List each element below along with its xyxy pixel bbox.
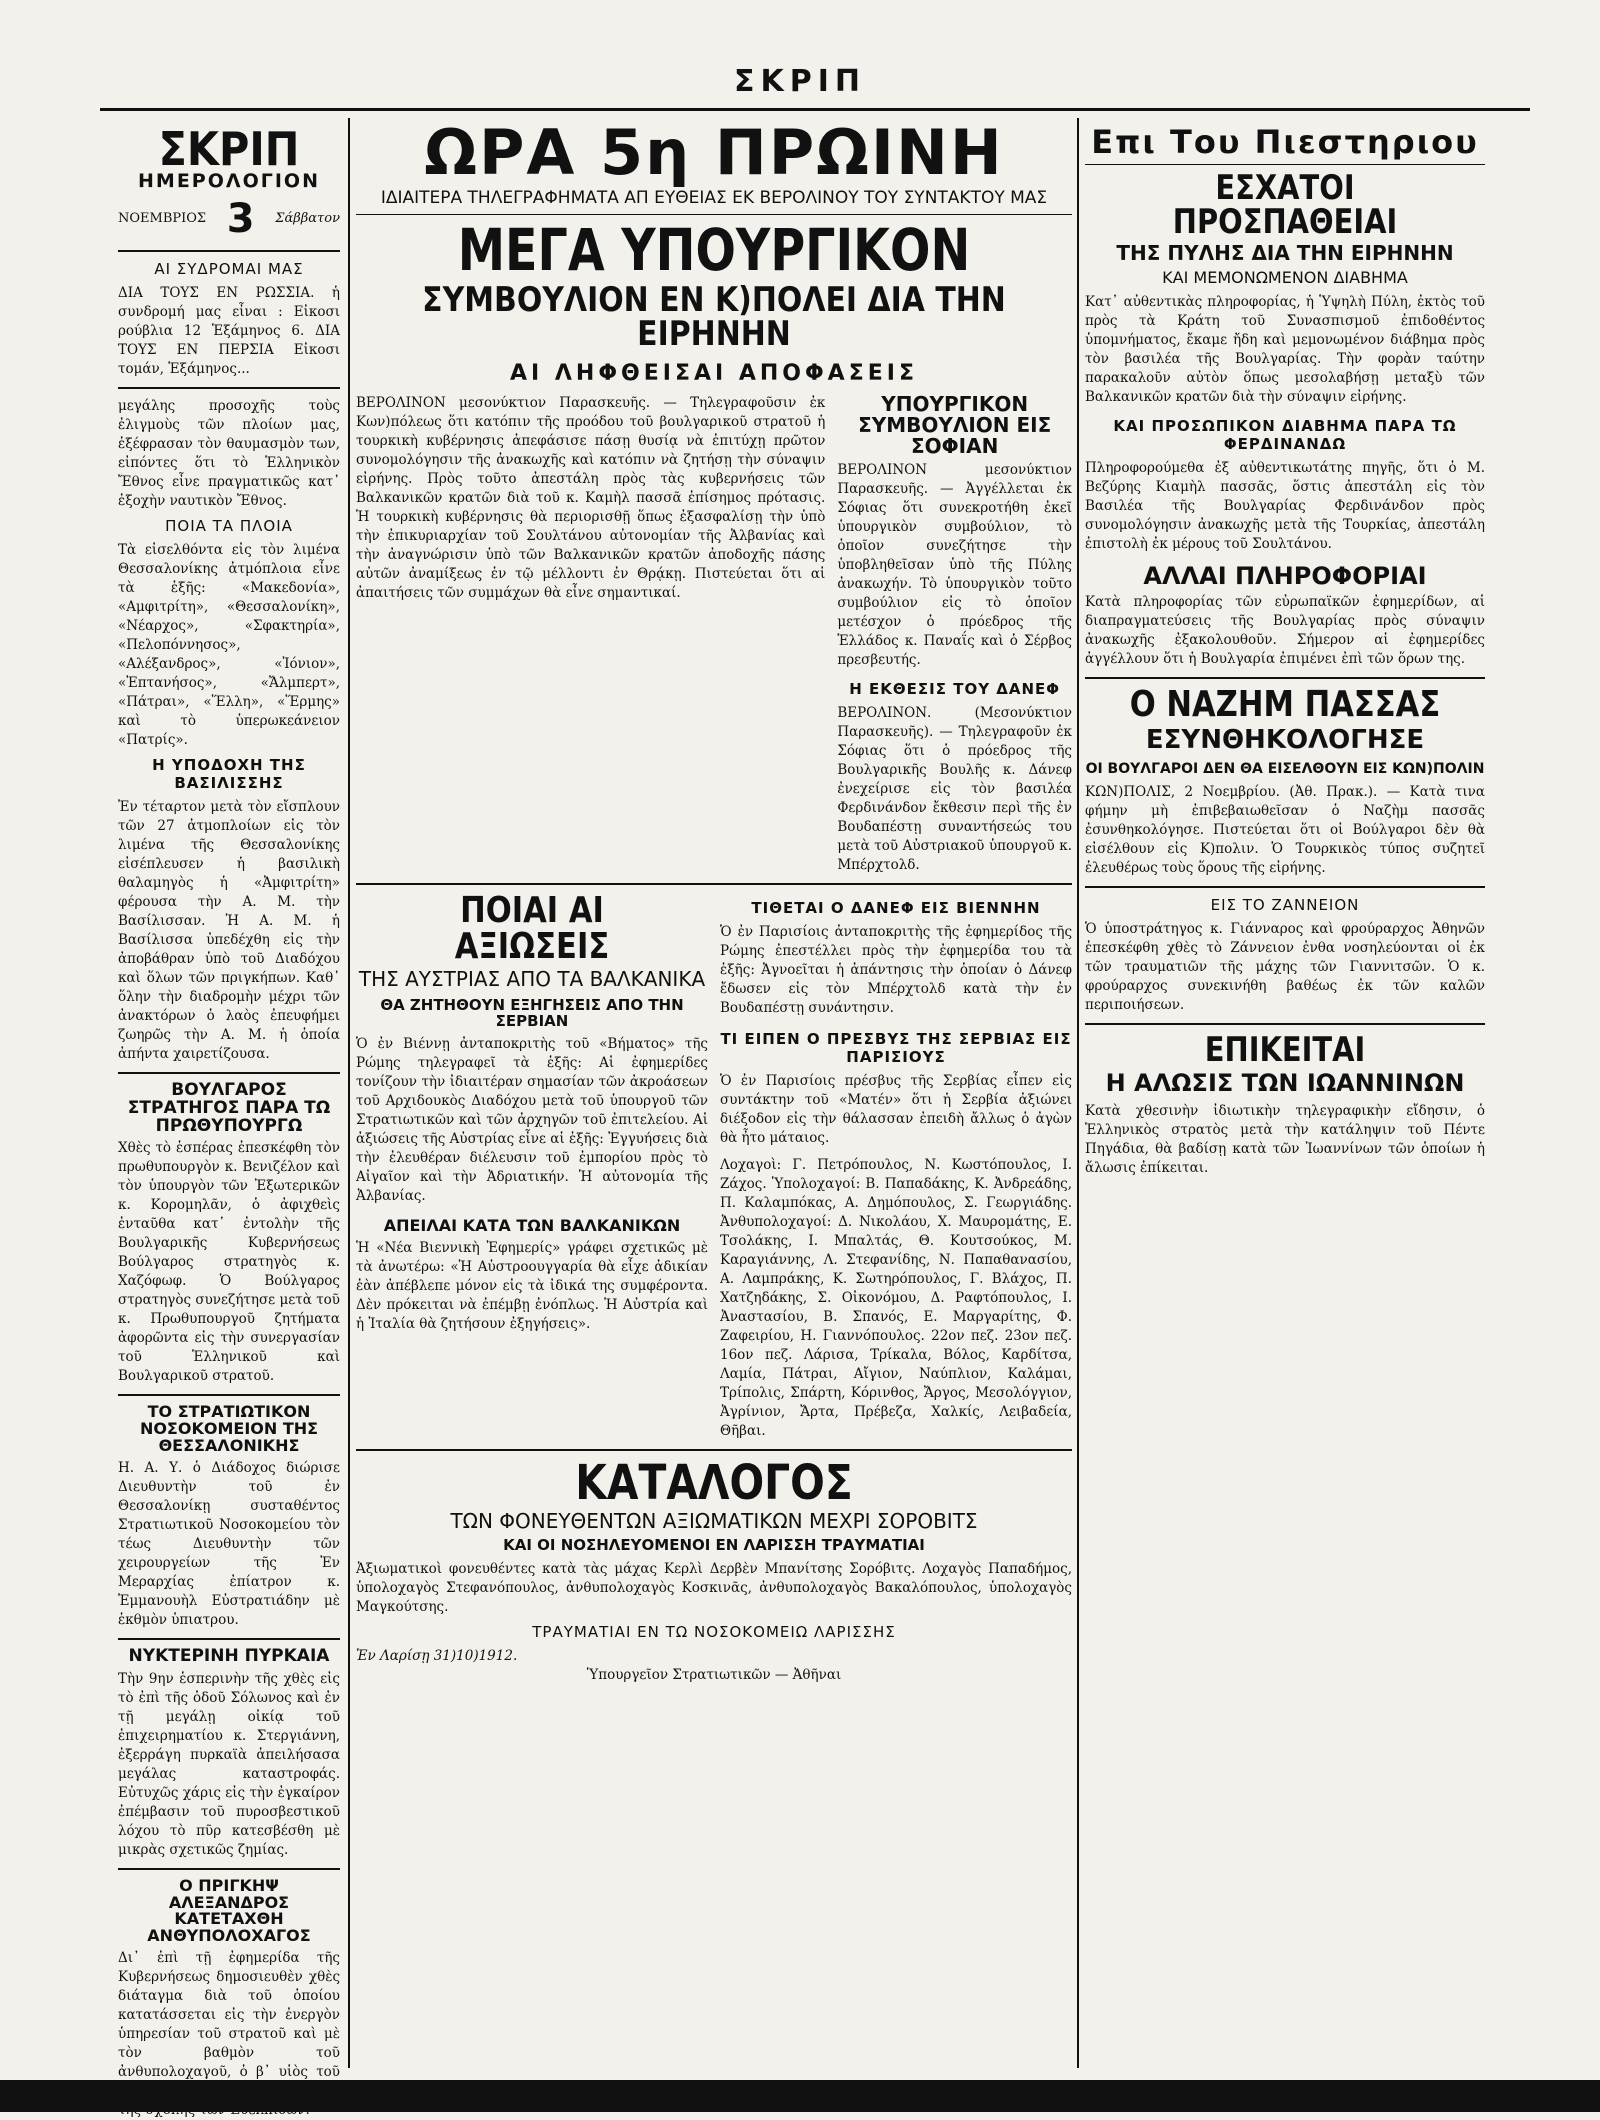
nazim-text: ΚΩΝ)ΠΟΛΙΣ, 2 Νοεμβρίου. (Ἀθ. Πρακ.). — Κατὰ τινα φήμην μὴ ἐπιβεβαιωθεῖσαν ὁ Ναζὴμ πασσᾶς ἐσυνθηκολόγησε. Πιστεύεται ὅτι οἱ Βούλγαροι δὲν θὰ εἰσέλθουν εἰς Κ)πολιν. Ὁ Τουρκικὸς τύπος συζητεῖ ἐλευθέρως τοὺς ὅρους τῆς εἰρήνης. [1085,783,1485,876]
nazim-subtitle: ΕΣΥΝΘΗΚΟΛΟΓΗΣΕ [1145,724,1425,755]
ships-title: ΠΟΙΑ ΤΑ ΠΛΟΙΑ [165,516,293,535]
left-column [118,118,340,2080]
envoy-title: ΤΙ ΕΙΠΕΝ Ο ΠΡΕΣΒΥΣ ΤΗΣ ΣΕΡΒΙΑΣ ΕΙΣ ΠΑΡΙΣΙΟΥΣ [720,1029,1072,1066]
demands-title: ΠΟΙΑΙ ΑΙ ΑΞΙΩΣΕΙΣ [454,889,610,967]
center-kicker: ΙΔΙΑΙΤΕΡΑ ΤΗΛΕΓΡΑΦΗΜΑΤΑ ΑΠ ΕΥΘΕΙΑΣ ΕΚ ΒΕΡΟΛΙΝΟΥ ΤΟΥ ΣΥΝΤΑΚΤΟΥ ΜΑΣ [380,188,1048,208]
separator [118,387,340,389]
separator [118,1072,340,1074]
ioannina-text: Κατὰ χθεσινὴν ἰδιωτικὴν τηλεγραφικὴν εἴδησιν, ὁ Ἑλληνικὸς στρατὸς μετὰ τὴν κατάληψιν τοῦ Πέντε Πηγάδια, θὰ βαδίσῃ κατὰ τῶν Ἰωαννίνων τῶν ὁποίων ἡ ἄλωσις ἐπίκειται. [1085,1103,1485,1177]
center-column [356,118,1072,2073]
ships-text: Τὰ εἰσελθόντα εἰς τὸν λιμένα Θεσσαλονίκης ἀτμόπλοια εἶνε τὰ ἑξῆς: «Μακεδονία», «Αμφιτρίτη», «Θεσσαλονίκη», «Νέαρχος», «Σφακτηρία», «Πελοπόννησος», «Αλέξανδρος», «Ἰόνιον», «Ἐπτανήσος», «Ἄλμπερτ», «Πάτραι», «Ἕλλη», «Ἕρμης» καὶ τὸ ὑπερωκεάνειον «Πατρίς». [118,541,340,748]
center-title: ΩΡΑ 5η ΠΡΩΙΝΗ [424,116,1004,189]
fire-text: Τὴν 9ην ἑσπερινὴν τῆς χθὲς εἰς τὸ ἐπὶ τῆς ὁδοῦ Σόλωνος καὶ ἐν τῇ μεγάλῃ οἰκίᾳ τοῦ ἐπιχειρηματίου κ. Στεργιάννη, ἐξερράγη πυρκαϊὰ ἀπειλήσασα μεγάλας καταστροφάς. Εὐτυχῶς χάρις εἰς τὴν ἐγκαίρον ἐπέμβασιν τοῦ πυροσβεστικοῦ λόχου τὸ πῦρ κατεσβέσθη μὲ μικρὰς σχετικῶς ζημίας. [118,1670,340,1858]
separator [1085,164,1485,165]
headline-secondary: ΣΥΜΒΟΥΛΙΟΝ ΕΝ Κ)ΠΟΛΕΙ ΔΙΑ ΤΗΝ ΕΙΡΗΝΗΝ [422,279,1006,354]
queen-title: Η ΥΠΟΔΟΧΗ ΤΗΣ ΒΑΣΙΛΙΣΣΗΣ [152,755,306,792]
ioannina-subtitle: Η ΑΛΩΣΙΣ ΤΩΝ ΙΩΑΝΝΙΝΩΝ [1105,1068,1465,1097]
sofia-text: ΒΕΡΟΛΙΝΟΝ μεσονύκτιον Παρασκευῆς. — Ἀγγέλλεται ἐκ Σόφιας ὅτι συνεκροτήθη ἐκεῖ ὑπουργικὸν συμβούλιον, τὸ ὁποῖον συνεζήτησε τὴν ὑποβληθεῖσαν ὑπὸ τῆς Πύλης ἀνακωχήν. Τὸ ὑπουργικὸν τοῦτο συμβούλιον εἰς τὸ ὁποῖον μετέσχον ὁ πρόεδρος τῆς Ἑλλάδος κ. Παναΐς καὶ ὁ Σέρβος πρεσβευτής. [837,461,1072,668]
demands-text: Ὁ ἐν Βιέννῃ ἀνταποκριτὴς τοῦ «Βήματος» τῆς Ρώμης τηλεγραφεῖ τὰ ἑξῆς: Αἱ ἐφημερίδες τονίζουν τὴν ἰδιαιτέραν σημασίαν τῶν ἀκροάσεων τοῦ Αρχιδουκὸς Διαδόχου μετὰ τοῦ ὑπουργοῦ τῶν Στρατιωτικῶν καὶ τῶν ἀρχηγῶν τοῦ ἐπιτελείου. Αἱ ἀξιώσεις τῆς Αὐστρίας εἶνε αἱ ἑξῆς: Ἐγγυήσεις διὰ τὴν ἐλευθέραν διέλευσιν τοῦ ἐμπορίου πρὸς τὸ Αἰγαῖον καὶ τὴν Ἀδριατικήν. Ἡ αὐτονομία τῆς Ἀλβανίας. [356,1036,708,1205]
vienna-title: ΤΙΘΕΤΑΙ Ο ΔΑΝΕΦ ΕΙΣ ΒΙΕΝΝΗΝ [751,898,1041,917]
daneff-title: Η ΕΚΘΕΣΙΣ ΤΟΥ ΔΑΝΕΦ [849,679,1061,698]
demands-block [356,889,708,1441]
prince-title: Ο ΠΡΙΓΚΗΨ ΑΛΕΞΑΝΔΡΟΣ ΚΑΤΕΤΑΧΘΗ ΑΝΘΥΠΟΛΟΧΑΓΟΣ [147,1875,311,1946]
other-title: ΑΛΛΑΙ ΠΛΗΡΟΦΟΡΙΑΙ [1143,561,1427,590]
hospital-title: ΤΟ ΣΤΡΑΤΙΩΤΙΚΟΝ ΝΟΣΟΚΟΜΕΙΟΝ ΤΗΣ ΘΕΣΣΑΛΟΝΙΚΗΣ [139,1402,319,1456]
daneff-text: ΒΕΡΟΛΙΝΟΝ. (Μεσονύκτιον Παρασκευῆς). — Τηλεγραφοῦν ἐκ Σόφιας ὅτι ὁ πρόεδρος τῆς Βουλγαρικῆς Βουλῆς κ. Δάνεφ ἐνεχείρισε εἰς τὸν βασιλέα Φερδινάνδον ἔκθεσιν περὶ τῆς ἐν Βουδαπέστῃ συναντήσεώς του μετὰ τοῦ Αὐστριακοῦ ὑπουργοῦ κ. Μπέρχτολδ. [837,704,1072,873]
masthead: ΣΚΡΙΠ [734,64,866,99]
hospital-list-date: Ἐν Λαρίσῃ 31)10)1912. [356,1647,518,1664]
column-rule-right [1077,118,1079,2068]
vienna-text: Ὁ ἐν Παρισίοις ἀνταποκριτὴς τῆς ἐφημερίδος τῆς Ρώμης ἐπεστέλλει πρὸς τὴν ἐφημερίδα του τὰ ἑξῆς: Ἀγνοεῖται ἡ ἀπάντησις τὴν ὁποίαν ὁ Δάνεφ ἔδωσεν εἰς τὸν Μπέρχτολδ κατὰ τὴν ἐν Βουδαπέστῃ συνάντησιν. [720,923,1072,1016]
right-column [1085,118,1485,2073]
fire-title: ΝΥΚΤΕΡΙΝΗ ΠΥΡΚΑΙΑ [128,1645,330,1666]
lead-side [837,391,1072,875]
hospital-list-sign: Ὑπουργεῖον Στρατιωτικῶν — Ἀθῆναι [586,1666,842,1683]
lead-text: ΒΕΡΟΛΙΝΟΝ μεσονύκτιον Παρασκευῆς. — Τηλεγραφοῦσιν ἐκ Κων)πόλεως ὅτι κατόπιν τῆς προόδου τοῦ βουλγαρικοῦ στρατοῦ ἡ τουρκικὴ κυβέρνησις ἀπεφάσισε πάσῃ θυσίᾳ νὰ ἐπιτύχῃ πρῶτον συνομολόγησιν τῆς ἀνακωχῆς καὶ κατόπιν νὰ ζητήσῃ τὴν σύναψιν εἰρήνης. Πρὸς τοῦτο ἀπεστάλη πρὸς τὰς κυβερνήσεις τῶν Βαλκανικῶν κρατῶν διὰ τοῦ κ. Καμὴλ πασσᾶ ἐπίσημος πρότασις. Ἡ τουρκικὴ κυβέρνησις θὰ περιορισθῇ ὅπως ἐξασφαλίσῃ τὴν ὑπὸ τὴν ἐπικυριαρχίαν τοῦ Σουλτάνου αὐτονομίαν τῆς Ἀλβανίας καὶ τὴν ἀναγνώρισιν ὑπὸ τῶν Βαλκανικῶν κρατῶν ἀποδοχῆς πάσης αὐτῶν ἀναμίξεως ἐν τῷ μέλλοντι ἐν Θρᾴκῃ. Πιστεύεται ὅτι αἱ ἀπαιτήσεις τῶν συμμάχων θὰ εἶνε σημαντικαί. [356,394,826,601]
separator [118,1868,340,1870]
masthead-rule [100,108,1530,111]
lead-columns [356,391,1072,875]
envoy-text: Ὁ ἐν Παρισίοις πρέσβυς τῆς Σερβίας εἶπεν εἰς συντάκτην τοῦ «Ματέν» ὅτι ἡ Σερβία ἀξιώνει διέξοδον εἰς τὴν θάλασσαν ἐπειδὴ ἄλλως ὁ ἀγὼν θὰ ἦτο μάταιος. [720,1072,1072,1146]
intro-text: μεγάλης προσοχῆς τοὺς ἐλιγμοὺς τῶν πλοίων μας, ἐξέφρασαν τὸν θαυμασμὸν των, εἰπόντες ὅτι τὸ Ἑλληνικὸν Ἔθνος εἶνε πραγματικῶς κατ᾽ ἐξοχὴν ναυτικὸν Ἔθνος. [118,397,340,509]
separator [118,250,340,252]
efforts-kicker: ΚΑΙ ΜΕΜΟΝΩΜΕΝΟΝ ΔΙΑΒΗΜΑ [1162,268,1408,287]
other-text: Κατὰ πληροφορίας τῶν εὐρωπαϊκῶν ἐφημερίδων, αἱ διαπραγματεύσεις τῆς Βουλγαρίας πρὸς σύναψιν ἀνακωχῆς ἐξακολουθοῦν. Σήμερον αἱ ἐφημερίδες ἀγγέλλουν ὅτι ἡ Βουλγαρία ἐπιμένει ἐπὶ τῶν ὅρων της. [1085,593,1485,667]
date-weekday: Σάββατον [275,211,340,227]
headline-main: ΜΕΓΑ ΥΠΟΥΡΓΙΚΟΝ [457,215,971,284]
nazim-title: Ο ΝΑΖΗΜ ΠΑΣΣΑΣ [1129,683,1441,725]
vienna-block [720,893,1072,1441]
bottom-border [0,2080,1600,2112]
zanneion-text: Ὁ ὑποστράτηγος κ. Γιάνναρος καὶ φρούραρχος Ἀθηνῶν ἐπεσκέφθη χθὲς τὸ Ζάννειον ἐνθα νοσηλεύονται οἱ ἐκ τῶν τραυματιῶν τῆς μάχης τῶν Γιαννιτσῶν. Ὁ κ. φρούραρχος συνεκινήθη βαθέως ἐκ τῶν καλῶν περιποιήσεων. [1085,920,1485,1013]
date-line [118,196,340,242]
separator [356,214,1072,215]
decisions-title: ΑΙ ΛΗΦΘΕΙΣΑΙ ΑΠΟΦΑΣΕΙΣ [510,360,918,386]
separator [118,1638,340,1640]
almanac-label: ΗΜΕΡΟΛΟΓΙΟΝ [138,170,320,192]
demands-kicker: ΘΑ ΖΗΤΗΘΟΥΝ ΕΞΗΓΗΣΕΙΣ ΑΠΟ ΤΗΝ ΣΕΡΒΙΑΝ [380,995,684,1030]
ferdinand-title: ΚΑΙ ΠΡΟΣΩΠΙΚΟΝ ΔΙΑΒΗΜΑ ΠΑΡΑ ΤΩ ΦΕΡΔΙΝΑΝΔΩ [1113,416,1457,453]
casualty-list: Λοχαγοὶ: Γ. Πετρόπουλος, Ν. Κωστόπουλος, Ι. Ζάχος. Ὑπολοχαγοί: Β. Παπαδάκης, Κ. Ἀνδρεάδης, Π. Καλαμπόκας, Α. Δημόπουλος, Σ. Γεωργιάδης. Ἀνθυπολοχαγοί: Δ. Νικολάου, Χ. Μαυρομάτης, Ε. Τσολάκης, Ι. Μπαλτάς, Θ. Κουτσούκος, Μ. Καραγιάννης, Λ. Στεφανίδης, Ν. Παπαθανασίου, Α. Λαμπράκης, Κ. Σωτηρόπουλος, Γ. Βλάχος, Π. Χατζηδάκης, Σ. Οἰκονόμου, Δ. Ραφτόπουλος, Ι. Ἀναστασίου, Β. Σπανός, Ε. Μαργαρίτης, Φ. Ζαφειρίου, Η. Γιαννόπουλος. 22ον πεζ. 23ον πεζ. 16ον πεζ. Λάρισα, Τρίκαλα, Βόλος, Καρδίτσα, Λαμία, Πάτραι, Αἴγιον, Ναύπλιον, Καλάμαι, Τρίπολις, Σπάρτη, Κόρινθος, Ἄργος, Μεσολόγγιον, Ἀγρίνιον, Ἄρτα, Πρέβεζα, Χαλκίς, Λειβαδεία, Θῆβαι. [720,1156,1072,1439]
separator [356,883,1072,885]
ioannina-title: ΕΠΙΚΕΙΤΑΙ [1204,1029,1366,1070]
catalog-text: Ἀξιωματικοὶ φονευθέντες κατὰ τὰς μάχας Κερλὶ Δερβὲν Μπανίτσης Σορόβιτς. Λοχαγὸς Παπαδήμος, ὑπολοχαγὸς Στεφανόπουλος, ἀνθυπολοχαγὸς Κοσκινᾶς, ἀνθυπολοχαγὸς Βακαλόπουλος, ὑπολοχαγὸς Μαγκούτσης. [356,1560,1072,1615]
threats-text: Ἡ «Νέα Βιεννικὴ Ἐφημερίς» γράφει σχετικῶς μὲ τὰ ἀνωτέρω: «Ἡ Αὐστροουγγαρία θὰ εἶχε ἀδικίαν ἐὰν ἀπέβλεπε μόνον εἰς τὰ ἰδικά της συμφέροντα. Δὲν πρόκειται νὰ ἐπέμβῃ ἐνόπλως. Ἡ Αὐστρία καὶ ἡ Ἰταλία θὰ ζητήσουν ἐξηγήσεις». [356,1240,708,1333]
general-text: Χθὲς τὸ ἑσπέρας ἐπεσκέφθη τὸν πρωθυπουργὸν κ. Βενιζέλον καὶ τὸν ὑπουργὸν τῶν Ἐξωτερικῶν κ. Κορομηλᾶν, ὁ ἀφιχθεὶς ἐνταῦθα κατ᾽ ἐντολὴν τῆς Βουλγαρικῆς Κυβερνήσεως Βούλγαρος στρατηγὸς κ. Χαζόφωφ. Ὁ Βούλγαρος στρατηγὸς συνεζήτησε μετὰ τοῦ κ. Πρωθυπουργοῦ ζητήματα ἀφορῶντα εἰς τὴν συνεργασίαν τοῦ Ἑλληνικοῦ καὶ Βουλγαρικοῦ στρατοῦ. [118,1140,340,1385]
left-logo: ΣΚΡΙΠ [158,122,300,176]
nazim-kicker: ΟΙ ΒΟΥΛΓΑΡΟΙ ΔΕΝ ΘΑ ΕΙΣΕΛΘΟΥΝ ΕΙΣ ΚΩΝ)ΠΟΛΙΝ [1085,761,1485,778]
hospital-list-title: ΤΡΑΥΜΑΤΙΑΙ ΕΝ ΤΩ ΝΟΣΟΚΟΜΕΙΩ ΛΑΡΙΣΣΗΣ [532,1622,896,1641]
subscriptions-title: ΑΙ ΣΥΔΡΟΜΑΙ ΜΑΣ [154,259,304,278]
prince-text: Δι᾽ ἐπὶ τῇ ἐφημερίδα τῆς Κυβερνήσεως δημοσιευθὲν χθὲς διάταγμα διὰ τοῦ ὁποίου κατατάσσεται εἰς τὴν ἐνεργὸν ὑπηρεσίαν τοῦ στρατοῦ καὶ μὲ τὸν βαθμὸν τοῦ ἀνθυπολοχαγοῦ, ὁ β᾽ υἱὸς τοῦ [118,1949,340,2080]
ferdinand-text: Πληροφορούμεθα ἐξ αὐθεντικωτάτης πηγῆς, ὅτι ὁ Μ. Βεζύρης Κιαμὴλ πασσᾶς, ὅστις ἀπεστάλη εἰς τὸν Βασιλέα τῆς Βουλγαρίας Φερδινάνδον πρὸς συνομολόγησιν ἀνακωχῆς μετὰ τῆς Τουρκίας, ἀπεστάλη ἐπιστολὴ ἐκ μέρους τοῦ Σουλτάνου. [1085,459,1485,552]
column-rule-left [348,118,350,2068]
separator [1085,1023,1485,1025]
efforts-subtitle: ΤΗΣ ΠΥΛΗΣ ΔΙΑ ΤΗΝ ΕΙΡΗΝΗΝ [1116,241,1454,265]
separator [356,1449,1072,1451]
queen-text: Ἐν τέταρτον μετὰ τὸν εἴσπλουν τῶν 27 ἀτμοπλοίων εἰς τὸν λιμένα τῆς Θεσσαλονίκης εἰσέπλευσεν ἡ βασιλικὴ θαλαμηγὸς ἡ «Ἀμφιτρίτη» φέρουσα τὴν Α. Μ. τὴν Βασίλισσαν. Ἡ Α. Μ. ἡ Βασίλισσα ὑπεδέχθη εἰς τὴν ἀποβάθραν ὑπὸ τοῦ Διαδόχου καὶ ὅλων τῶν πριγκήπων. Καθ᾽ ὅλην τὴν διαδρομὴν μέχρι τῶν ἀνακτόρων ὁ λαὸς ἐπευφήμει ζωηρῶς τὴν Α. Μ. ἡ ὁποία ἀπήντα χαιρετίζουσα. [118,798,340,1062]
separator [1085,886,1485,888]
hospital-text: Η. Α. Υ. ὁ Διάδοχος διώρισε Διευθυντὴν τοῦ ἐν Θεσσαλονίκῃ συσταθέντος Στρατιωτικοῦ Νοσοκομείου τὸν τέως Διευθυντὴν τῶν χειρουργείων τῆς Ἐν Μεραρχίας ἐπίατρον κ. Ἐμμανουὴλ Εὐστρατιάδην μὲ ἑκθμὸν ὑπιατρου. [118,1459,340,1628]
efforts-title: ΕΣΧΑΤΟΙ ΠΡΟΣΠΑΘΕΙΑΙ [1172,168,1398,242]
catalog-kicker: ΚΑΙ ΟΙ ΝΟΣΗΛΕΥΟΜΕΝΟΙ ΕΝ ΛΑΡΙΣΣΗ ΤΡΑΥΜΑΤΙΑΙ [503,1535,925,1554]
general-title: ΒΟΥΛΓΑΡΟΣ ΣΤΡΑΤΗΓΟΣ ΠΑΡΑ ΤΩ ΠΡΩΘΥΠΟΥΡΓΩ [127,1079,331,1136]
demands-subtitle: ΤΗΣ ΑΥΣΤΡΙΑΣ ΑΠΟ ΤΑ ΒΑΛΚΑΝΙΚΑ [358,966,706,991]
sofia-title: ΥΠΟΥΡΓΙΚΟΝ ΣΥΜΒΟΥΛΙΟΝ ΕΙΣ ΣΟΦΙΑΝ [858,391,1052,458]
date-month: ΝΟΕΜΒΡΙΟΣ [118,211,207,227]
date-day: 3 [226,195,255,242]
catalog-title: ΚΑΤΑΛΟΓΟΣ [575,1454,853,1511]
subscriptions-text: ΔΙΑ ΤΟΥΣ ΕΝ ΡΩΣΣΙΑ. ἡ συνδρομή μας εἶναι : Εἰκοσι ρούβλια 12 Ἑξάμηνος 6. ΔΙΑ ΤΟΥΣ ΕΝ ΠΕΡΣΙΑ Εἰκοσι τομάν, Ἑξάμηνος... [118,284,340,377]
threats-title: ΑΠΕΙΛΑΙ ΚΑΤΑ ΤΩΝ ΒΑΛΚΑΝΙΚΩΝ [383,1216,681,1236]
zanneion-title: ΕΙΣ ΤΟ ΖΑΝΝΕΙΟΝ [1210,895,1360,914]
catalog-subtitle: ΤΩΝ ΦΟΝΕΥΘΕΝΤΩΝ ΑΞΙΩΜΑΤΙΚΩΝ ΜΕΧΡΙ ΣΟΡΟΒΙΤΣ [450,1508,978,1533]
press-title: Επι Του Πιεστηριου [1091,123,1479,161]
middle-section [356,889,1072,1441]
separator [118,1394,340,1396]
efforts-text: Κατ᾽ αὐθεντικὰς πληροφορίας, ἡ Ὑψηλὴ Πύλη, ἐκτὸς τοῦ πρὸς τὰ Κράτη τοῦ Συνασπισμοῦ ἐπιδοθέντος ὑπομνήματος, ἔκαμε ἤδη καὶ μεμονωμένον διάβημα πρὸς τὸν βασιλέα τῆς Βουλγαρίας. Τὴν φορὰν ταύτην παρακαλοῦν αὐτὸν ὅπως μεσολαβήσῃ μεταξὺ τῶν Βαλκανικῶν κρατῶν διὰ τὴν σύναψιν εἰρήνης. [1085,293,1485,405]
separator [1085,677,1485,679]
